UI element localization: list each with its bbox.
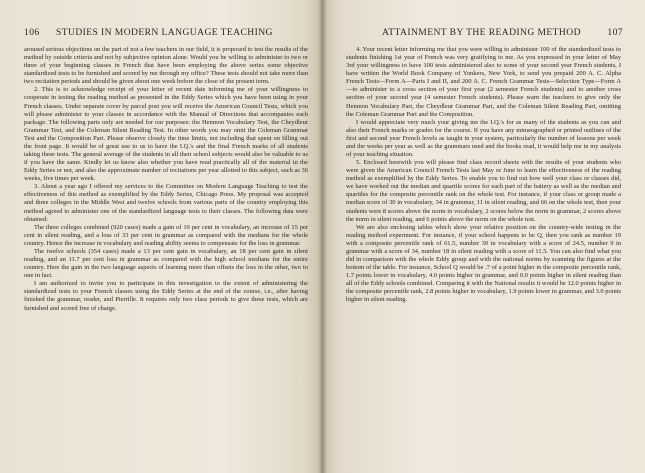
right-body-text: [346, 46, 621, 305]
left-paragraph: The three colleges combined (920 cases) made a gain of 19 per cent in vocabulary, an increase of 15 per cent in silent reading, and a loss of 33 per cent in grammar as compared with the medians for the whole country. Hence the increase in vocabulary and reading ability seems to compensate for the loss in grammar.: [24, 223, 308, 247]
left-paragraph: aroused serious objections on the part of not a few teachers in our field, it is proposed to test the results of the method by outside criteria and not by subjective opinion alone. Would you be willing to administer to two or three of your beginning classes in French that have been employing the above series some objective standardized tests to be furnished and scored by me through my office? These tests should not take more than two recitation periods and should be given about one week before the close of the present term.: [24, 46, 308, 86]
right-paragraph: 4. Your recent letter informing me that you were willing to administer 100 of the standardized tests to students finishing 1st year of French was very gratifying to me. As you expressed in your letter of May 3rd your willingness to have 100 tests administered also to some of your second year French students, I have written the World Book Company of Yonkers, New York, to send you prepaid 200 A. C. Alpha French Tests—Form A—Parts I and II, and 200 A. C. French Grammar Tests—Selection Type—Form A—to administer to a cross section of your first year (2 semester French students) and to another cross section of your second year (4 semester French students). Please warn the teachers to give only the Henmon Vocabulary Part, the Cheydleur Grammar Part, and the Coleman Silent Reading Part, omitting the Coleman Grammar Part and the Composition.: [346, 46, 621, 118]
right-running-title: ATTAINMENT BY THE READING METHOD: [382, 27, 581, 38]
left-body-text: [24, 46, 308, 313]
right-paragraph: I would appreciate very much your giving me the I.Q.'s for as many of the students as you can and also their French marks or grades for the course. If you have any mimeographed or printed outlines of the first and second year French levels as taught in your system, particularly the number of lessons per week and the weeks per year as well as the grammars used and the books read, it would help me in my analysis of your teaching situation.: [346, 118, 621, 159]
left-page-number: 106: [24, 27, 40, 38]
left-paragraph: I am authorized to invite you to participate in this investigation to the extent of administering the standardized tests to your French classes using the Eddy Series at the end of the course, i.e., after having finished the grammar, reader, and Pierrille. It requires only two class periods to give these tests, which are furnished and scored free of charge.: [24, 280, 308, 312]
left-running-title: STUDIES IN MODERN LANGUAGE TEACHING: [56, 27, 273, 38]
right-page: [322, 0, 645, 473]
right-page-number: 107: [607, 27, 623, 38]
right-paragraph: We are also enclosing tables which show your relative position on the country-wide testing in the reading method experiment. For instance, if your school happens to be Q, then you rank as number 19 with a composite percentile rank of 61.5, number 30 in vocabulary with a score of 24.5, number 9 in grammar with a score of 34, number 18 in silent reading with a score of 11.5. You can also find what you did in comparison with the whole Eddy group and with the national norms by scanning the figures at the bottom of the table. For instance, School Q would be .7 of a point higher in the composite percentile rank, 1.7 points lower in vocabulary, 4.0 points higher in grammar, and 0.0 points higher in silent reading than all of the Eddy schools combined. Comparing it with the National results it would be 12.0 points higher in the composite percentile rank, 2.8 points higher in vocabulary, 1.9 points lower in grammar, and 3.0 points higher in silent reading.: [346, 223, 621, 304]
right-paragraph: 5. Enclosed herewith you will please find class record sheets with the results of your students who were given the American Council French Tests last May or June to learn the effectiveness of the reading method as exemplified by the Eddy Series. To enable you to find out how well your class or classes did, we have worked out the median and quartile scores for each part of the battery as well as the median and quartiles for the composite percentile rank on the whole test. For instance, if your class or group made a median score of 30 in vocabulary, 34 in grammar, 11 in silent reading, and 66 on the whole test, then your students were 8 scores above the norm in vocabulary, 2 scores below the norm in grammar, 2 scores above the norm in silent reading, and 6 points above the norm on the whole test.: [346, 159, 621, 223]
left-page: [0, 0, 322, 473]
book-gutter-shadow: [318, 0, 327, 473]
left-paragraph: 2. This is to acknowledge receipt of your letter of recent date informing me of your willingness to cooperate in testing the reading method as presented in the Eddy Series which you have been using in your French classes. Under separate cover by parcel post you will receive the American Council Tests, which you will please administer to your classes in accordance with the Manual of Directions that accompanies each package. The following parts only are needed for our purposes: the Henmon Vocabulary Test, the Cheydleur Grammar Test, and the Coleman Silent Reading Test. In other words you may omit the Coleman Grammar Test and the Composition Part. Please observe closely the time limits, not including that spent on filling out the front page. It would be of great use to us to have the I.Q.'s and the final French marks of all students taking these tests. The general average of the students in all their school subjects would also be valuable to us if you have the same. Kindly let us know also whether you have read practically all of the material in the Eddy Series or not, and also the approximate number of recitations per year allotted to this subject, such as 36 weeks, five times per week.: [24, 86, 308, 183]
left-paragraph: 3. About a year ago I offered my services to the Committee on Modern Language Teaching to test the effectiveness of this method as exemplified by the Eddy Series, Chicago Press. My proposal was accepted and three colleges in the Middle West and twelve schools from various parts of the country employing this method agreed to administer one of the standardized language tests to their classes. The following data were obtained:: [24, 183, 308, 223]
left-paragraph: The twelve schools (354 cases) made a 13 per cent gain in vocabulary, an 18 per cent gain in silent reading, and an 11.7 per cent loss in grammar as compared with the high school medians for the entire country. Here the gain in the two language aspects of learning more than offsets the loss in the other, two to one in fact.: [24, 247, 308, 280]
